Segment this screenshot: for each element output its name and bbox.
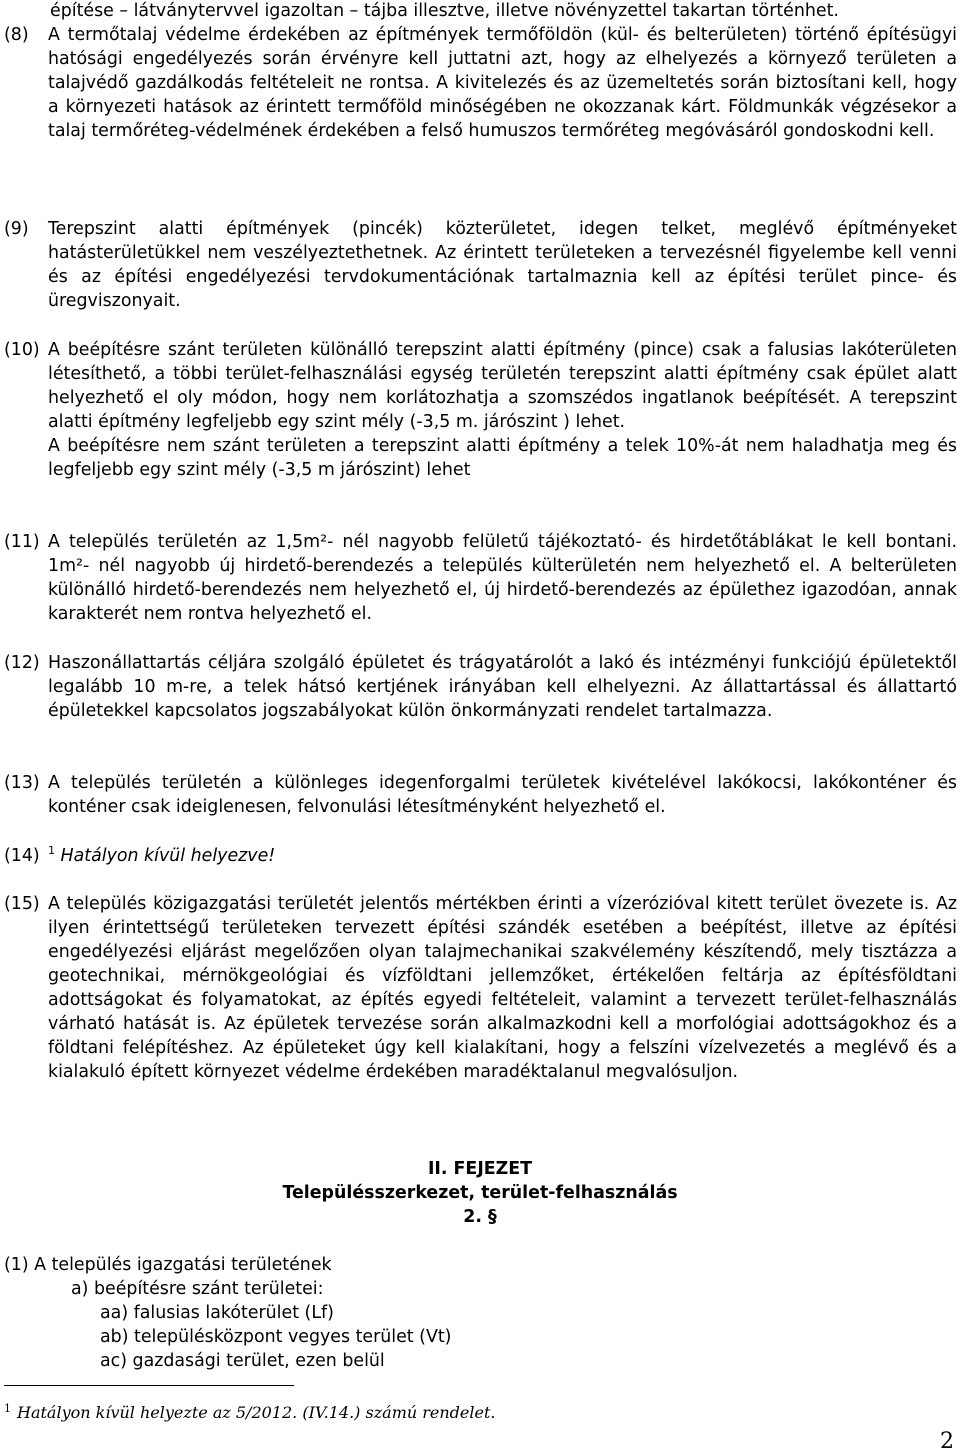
paragraph-15 — [4, 892, 957, 1084]
paragraph-text-continued: A beépítésre nem szánt területen a terepszint alatti építmény a telek 10%-át nem haladhatja meg és legfeljebb egy szint mély (-3,5 m járószint) lehet — [48, 436, 957, 480]
paragraph-8 — [4, 23, 957, 143]
paragraph-text: A település területén az 1,5m²- nél nagyobb felületű tájékoztató- és hirdetőtáblákat le kell bontani. 1m²- nél nagyobb új hirdető-berendezés a település külterületén nem helyezhető el. A belterületen különálló hirdető-berendezés nem helyezhető el, új hirdető-berendezés az épülethez igazodóan, annak karakterét nem rontva helyezhető el. — [48, 532, 957, 624]
paragraph-text: Haszonállattartás céljára szolgáló épületet és trágyatárolót a lakó és intézményi funkciójú épületektől legalább 10 m-re, a telek hátsó kertjének irányában kell elhelyezni. Az állattartással és állattartó épületekkel kapcsolatos jogszabályokat külön önkormányzati rendelet tartalmazza. — [48, 653, 957, 721]
paragraph-number: (9) — [4, 219, 29, 239]
paragraph-12 — [4, 651, 957, 723]
list-item-aa: aa) falusias lakóterület (Lf) — [100, 1303, 334, 1323]
footnote-divider — [4, 1385, 294, 1386]
section-number: 2. § — [463, 1207, 497, 1227]
chapter-number: II. FEJEZET — [427, 1159, 533, 1179]
paragraph-11 — [4, 530, 957, 626]
continued-text: építése – látványtervvel igazoltan – tájba illesztve, illetve növényzettel takartan történhet. — [50, 1, 839, 21]
paragraph-number: (13) — [4, 773, 40, 793]
chapter-title: Településszerkezet, terület-felhasználás — [282, 1183, 678, 1203]
paragraph-number: (8) — [4, 25, 29, 45]
page-number: 2 — [940, 1429, 954, 1454]
list-item-ac: ac) gazdasági terület, ezen belül — [100, 1351, 385, 1371]
paragraph-13 — [4, 771, 957, 819]
list-intro: (1) A település igazgatási területének — [4, 1255, 332, 1275]
paragraph-text: A termőtalaj védelme érdekében az építmények termőföldön (kül- és belterületen) történő építésügyi hatósági engedélyezés során érvényre kell juttatni azt, hogy az elhelyezés a környező területen a talajvédő gazdálkodás feltételeit ne rontsa. A kivitelezés és az üzemeltetés során biztosítani kell, hogy a környezeti hatások az érintett termőföld minőségében ne okozzanak kárt. Földmunkák végzésekor a talaj termőréteg-védelmének érdekében a felső humuszos termőréteg megóvásáról gondoskodni kell. — [48, 25, 957, 141]
list-item-ab: ab) településközpont vegyes terület (Vt) — [100, 1327, 452, 1347]
list-item-a: a) beépítésre szánt területei: — [71, 1279, 324, 1299]
paragraph-number: (10) — [4, 340, 40, 360]
paragraph-number: (11) — [4, 532, 40, 552]
paragraph-14 — [4, 844, 957, 868]
paragraph-text: Terepszint alatti építmények (pincék) közterületet, idegen telket, meglévő építményeket hatásterületükkel nem veszélyeztethetnek. Az érintett területeken a tervezésnél figyelembe kell venni és az építési engedélyezési tervdokumentációnak tartalmaznia kell az építési terület pince- és üregviszonyait. — [48, 219, 957, 311]
paragraph-text: A település területén a különleges idegenforgalmi területek kivételével lakókocsi, lakókonténer és konténer csak ideiglenesen, felvonulási létesítményként helyezhető el. — [48, 773, 957, 817]
footnote — [4, 1401, 495, 1425]
paragraph-text: A település közigazgatási területét jelentős mértékben érinti a vízerózióval kitett terület övezete is. Az ilyen érintettségű területeken tervezett építési szándék esetében a beépítést, illetve az építési engedélyezési eljárást megelőzően olyan talajmechanikai szakvélemény készítendő, mely tisztázza a geotechnikai, mérnökgeológiai és vízföldtani jellemzőket, értékelően feltárja az építésföldtani adottságokat és folyamatokat, az építés egyedi feltételeit, valamint a tervezett terület-felhasználás várható hatását is. Az épületek tervezése során alkalmazkodni kell a morfológiai adottságokhoz és a földtani felépítéshez. Az épületeket úgy kell kialakítani, hogy a felszíni vízelvezetés a meglévő és a kialakuló épített környezet védelme érdekében maradéktalanul megvalósuljon. — [48, 894, 957, 1082]
paragraph-text: Hatályon kívül helyezve! — [60, 846, 276, 866]
paragraph-9 — [4, 217, 957, 313]
footnote-reference[interactable]: 1 — [48, 844, 55, 858]
paragraph-number: (14) — [4, 846, 40, 866]
paragraph-text: A beépítésre szánt területen különálló terepszint alatti építmény (pince) csak a falusias lakóterületen létesíthető, a többi terület-felhasználási egység területén terepszint alatti építmény csak épület alatt helyezhető el oly módon, hogy nem korlátozhatja a szomszédos ingatlanok beépítését. A terepszint alatti építmény legfeljebb egy szint mély (-3,5 m. járószint ) lehet. — [48, 340, 957, 432]
footnote-text: Hatályon kívül helyezte az 5/2012. (IV.14.) számú rendelet. — [17, 1403, 496, 1422]
paragraph-number: (12) — [4, 653, 40, 673]
paragraph-number: (15) — [4, 894, 40, 914]
paragraph-10 — [4, 338, 957, 482]
footnote-number: 1 — [4, 1401, 11, 1415]
